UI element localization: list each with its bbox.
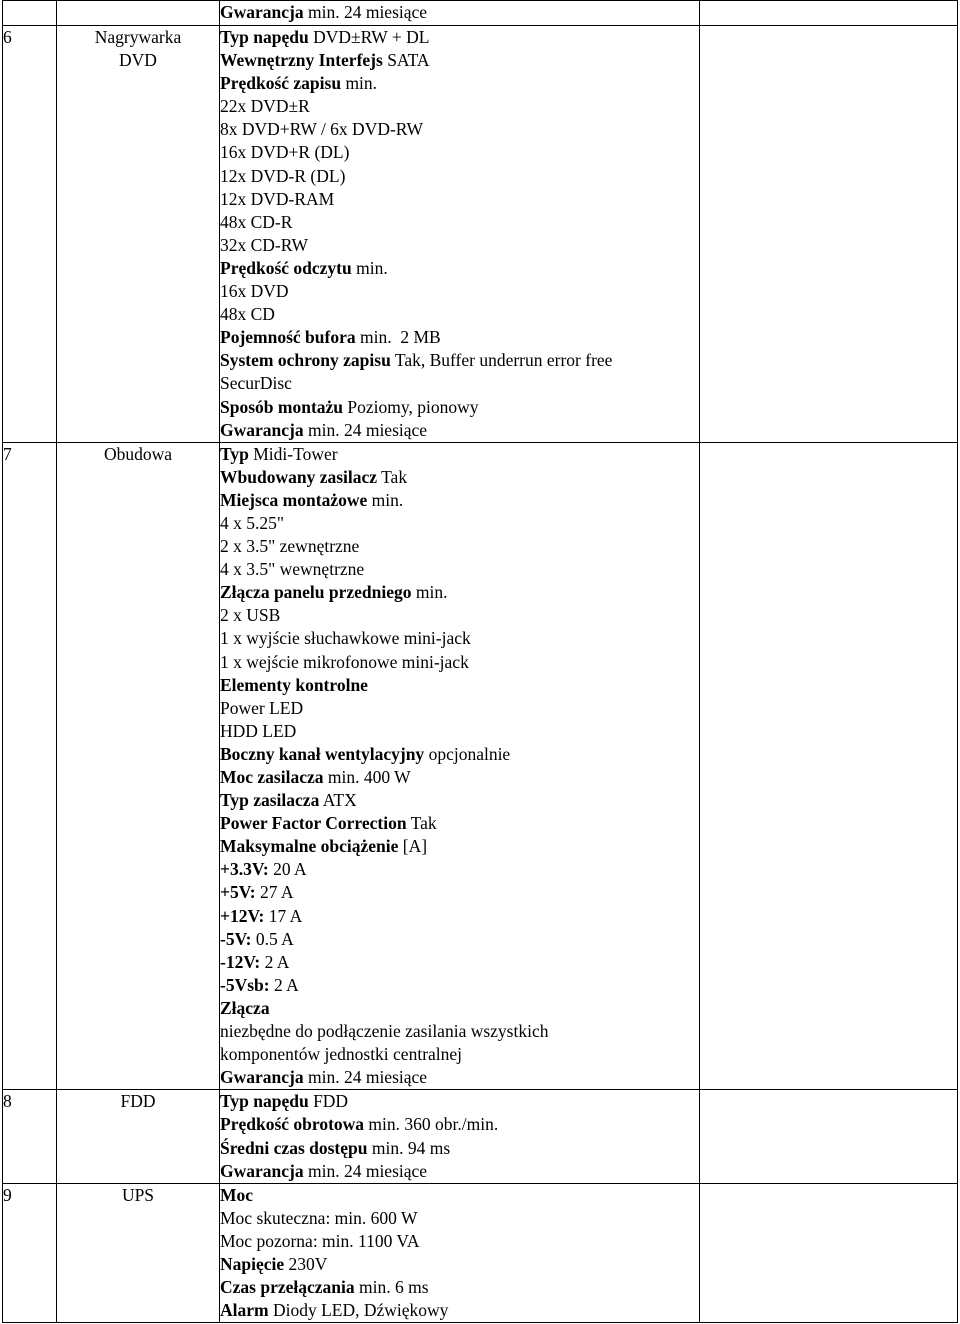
spec-line <box>220 512 699 535</box>
spec-label: -12V: <box>220 951 261 972</box>
spec-label: Alarm <box>220 1300 269 1321</box>
spec-value: Tak <box>406 813 437 834</box>
spec-value: 4 x 5.25" <box>220 512 285 533</box>
spec-line <box>220 1090 699 1113</box>
spec-line <box>220 234 699 257</box>
row-number: 8 <box>3 1091 12 1112</box>
spec-line <box>220 1160 699 1183</box>
spec-line <box>220 835 699 858</box>
cell-offer <box>700 442 958 1090</box>
spec-value: 8x DVD+RW / 6x DVD-RW <box>220 119 424 140</box>
spec-value: 20 A <box>268 859 307 880</box>
spec-value: Tak, Buffer underrun error free <box>390 350 613 371</box>
spec-value: min. 24 miesiące <box>303 419 428 440</box>
spec-value: min. 94 ms <box>367 1137 451 1158</box>
spec-label: Prędkość zapisu <box>220 73 342 94</box>
cell-number <box>3 1090 57 1183</box>
spec-value: min. <box>341 73 378 94</box>
spec-line <box>220 1207 699 1230</box>
spec-label: Elementy kontrolne <box>220 674 368 695</box>
spec-line <box>220 165 699 188</box>
line-label: Gwarancja <box>220 2 304 22</box>
spec-value: 12x DVD-RAM <box>220 188 335 209</box>
spec-line <box>220 489 699 512</box>
spec-line <box>220 905 699 928</box>
spec-value: 27 A <box>255 882 294 903</box>
spec-label: Typ <box>220 443 249 464</box>
spec-line <box>220 1299 699 1322</box>
spec-line <box>220 372 699 395</box>
spec-label: Wbudowany zasilacz <box>220 466 378 487</box>
spec-line <box>220 743 699 766</box>
spec-label: Złącza <box>220 997 270 1018</box>
spec-label: Moc zasilacza <box>220 767 324 787</box>
spec-label: Sposób montażu <box>220 396 344 417</box>
spec-line <box>220 1066 699 1089</box>
table-row <box>3 1183 958 1323</box>
spec-line <box>220 443 699 466</box>
spec-value: Diody LED, Dźwiękowy <box>268 1300 449 1321</box>
cell-component-name <box>57 1090 220 1183</box>
spec-value: min. <box>351 257 388 278</box>
spec-value: min. 360 obr./min. <box>364 1114 499 1135</box>
spec-line <box>220 419 699 442</box>
spec-value: 12x DVD-R (DL) <box>220 165 346 186</box>
spec-label: Gwarancja <box>220 1067 304 1088</box>
spec-label: Wewnętrzny Interfejs <box>220 50 383 71</box>
spec-value: min. <box>411 582 448 603</box>
spec-value: 1 x wejście mikrofonowe mini-jack <box>220 651 469 672</box>
component-name: UPS <box>121 1184 155 1205</box>
spec-value: Poziomy, pionowy <box>343 396 479 417</box>
table-row <box>3 442 958 1090</box>
spec-line <box>220 1276 699 1299</box>
cell-component-name <box>57 1183 220 1323</box>
spec-label: -5Vsb: <box>220 974 270 995</box>
spec-line <box>220 280 699 303</box>
cell-specification <box>220 1090 700 1183</box>
spec-value: 48x CD <box>220 304 275 325</box>
spec-label: +12V: <box>220 905 265 926</box>
spec-line <box>220 1253 699 1276</box>
row-number: 6 <box>3 27 12 47</box>
spec-value: FDD <box>308 1091 349 1112</box>
spec-value: 17 A <box>264 905 303 926</box>
spec-value: Tak <box>377 466 408 487</box>
spec-label: Typ napędu <box>220 27 309 47</box>
table-row-top <box>3 1 958 26</box>
spec-value: min. 24 miesiące <box>303 1067 428 1088</box>
cell-specification <box>220 26 700 443</box>
spec-value: Power LED <box>220 697 304 718</box>
spec-value: 16x DVD <box>220 281 289 302</box>
spec-value: ATX <box>319 790 357 811</box>
cell-empty <box>3 1 57 26</box>
table-row <box>3 1090 958 1183</box>
component-name: Nagrywarka <box>94 27 182 47</box>
spec-line <box>220 1230 699 1253</box>
spec-value: SATA <box>382 50 430 71</box>
spec-line <box>220 49 699 72</box>
cell-empty <box>700 1 958 26</box>
spec-label: Gwarancja <box>220 419 304 440</box>
cell-empty <box>57 1 220 26</box>
spec-value: 1 x wyjście słuchawkowe mini-jack <box>220 628 471 649</box>
line-text: min. 24 miesiące <box>303 2 428 22</box>
spec-value: 32x CD-RW <box>220 234 308 255</box>
component-name: Obudowa <box>103 443 173 464</box>
spec-label: System ochrony zapisu <box>220 350 391 371</box>
spec-value: Midi-Tower <box>248 443 338 464</box>
spec-value: 230V <box>284 1253 328 1274</box>
spec-line <box>220 535 699 558</box>
spec-line <box>220 881 699 904</box>
spec-line <box>220 211 699 234</box>
spec-value: 2 x 3.5" zewnętrzne <box>220 536 360 557</box>
spec-value: [A] <box>398 836 428 857</box>
cell-specification <box>220 1183 700 1323</box>
spec-label: Boczny kanał wentylacyjny <box>220 743 425 764</box>
cell-component-name <box>57 26 220 443</box>
specification-table-body <box>3 1 958 1323</box>
spec-value: HDD LED <box>220 720 297 741</box>
spec-line <box>220 627 699 650</box>
spec-value: DVD±RW + DL <box>308 27 430 47</box>
spec-label: Średni czas dostępu <box>220 1137 368 1158</box>
cell-number <box>3 442 57 1090</box>
spec-line <box>220 1113 699 1136</box>
spec-label: Prędkość odczytu <box>220 257 352 278</box>
spec-line <box>220 651 699 674</box>
component-name: DVD <box>119 50 157 71</box>
spec-value: Moc skuteczna: min. 600 W <box>220 1207 418 1228</box>
spec-value: min. 6 ms <box>354 1277 429 1298</box>
spec-line <box>220 257 699 280</box>
spec-line <box>220 766 699 789</box>
spec-line <box>220 118 699 141</box>
spec-line <box>220 349 699 372</box>
spec-line <box>220 326 699 349</box>
spec-value: min. 400 W <box>323 767 411 787</box>
row-number: 9 <box>3 1184 12 1205</box>
spec-line <box>220 396 699 419</box>
spec-line <box>220 604 699 627</box>
spec-label: +5V: <box>220 882 256 903</box>
line <box>220 1 699 24</box>
spec-line <box>220 812 699 835</box>
spec-line <box>220 26 699 49</box>
spec-value: SecurDisc <box>220 373 292 394</box>
spec-label: Maksymalne obciążenie <box>220 836 399 857</box>
spec-line <box>220 720 699 743</box>
spec-value: 16x DVD+R (DL) <box>220 142 350 163</box>
spec-line <box>220 466 699 489</box>
spec-value: min. 2 MB <box>355 327 441 348</box>
spec-label: Typ zasilacza <box>220 790 320 811</box>
spec-value: 0.5 A <box>251 928 294 949</box>
spec-value: min. <box>367 489 404 510</box>
spec-value: Moc pozorna: min. 1100 VA <box>220 1230 420 1251</box>
component-name: FDD <box>120 1091 156 1112</box>
spec-line <box>220 95 699 118</box>
spec-value: komponentów jednostki centralnej <box>220 1044 463 1065</box>
spec-label: Czas przełączania <box>220 1277 355 1298</box>
row-number: 7 <box>3 443 12 464</box>
spec-value: 4 x 3.5" wewnętrzne <box>220 559 365 580</box>
spec-line <box>220 72 699 95</box>
spec-label: Power Factor Correction <box>220 813 407 834</box>
spec-label: Moc <box>220 1184 254 1205</box>
spec-line <box>220 928 699 951</box>
spec-line <box>220 951 699 974</box>
spec-label: -5V: <box>220 928 252 949</box>
spec-label: Typ napędu <box>220 1091 309 1112</box>
spec-line <box>220 141 699 164</box>
spec-line <box>220 1043 699 1066</box>
spec-line <box>220 581 699 604</box>
cell-offer <box>700 1183 958 1323</box>
spec-label: Złącza panelu przedniego <box>220 582 412 603</box>
spec-value: niezbędne do podłączenie zasilania wszystkich <box>220 1021 549 1042</box>
spec-label: Miejsca montażowe <box>220 489 368 510</box>
spec-value: opcjonalnie <box>424 743 511 764</box>
spec-value: 48x CD-R <box>220 211 293 232</box>
spec-line <box>220 697 699 720</box>
spec-line <box>220 1020 699 1043</box>
spec-value: 22x DVD±R <box>220 96 310 117</box>
spec-line <box>220 858 699 881</box>
spec-line <box>220 974 699 997</box>
cell-offer <box>700 26 958 443</box>
cell-desc-top <box>220 1 700 26</box>
cell-number <box>3 1183 57 1323</box>
spec-line <box>220 1137 699 1160</box>
cell-number <box>3 26 57 443</box>
cell-offer <box>700 1090 958 1183</box>
spec-value: 2 A <box>260 951 290 972</box>
spec-line <box>220 997 699 1020</box>
spec-line <box>220 303 699 326</box>
specification-table <box>2 0 958 1323</box>
cell-specification <box>220 442 700 1090</box>
spec-label: Pojemność bufora <box>220 327 356 348</box>
spec-line <box>220 1184 699 1207</box>
spec-line <box>220 789 699 812</box>
spec-label: +3.3V: <box>220 859 269 880</box>
spec-label: Prędkość obrotowa <box>220 1114 365 1135</box>
spec-value: min. 24 miesiące <box>303 1160 428 1181</box>
cell-component-name <box>57 442 220 1090</box>
table-row <box>3 26 958 443</box>
spec-value: 2 x USB <box>220 605 281 626</box>
spec-value: 2 A <box>269 974 299 995</box>
spec-line <box>220 674 699 697</box>
spec-label: Napięcie <box>220 1253 285 1274</box>
spec-line <box>220 558 699 581</box>
spec-label: Gwarancja <box>220 1160 304 1181</box>
spec-line <box>220 188 699 211</box>
